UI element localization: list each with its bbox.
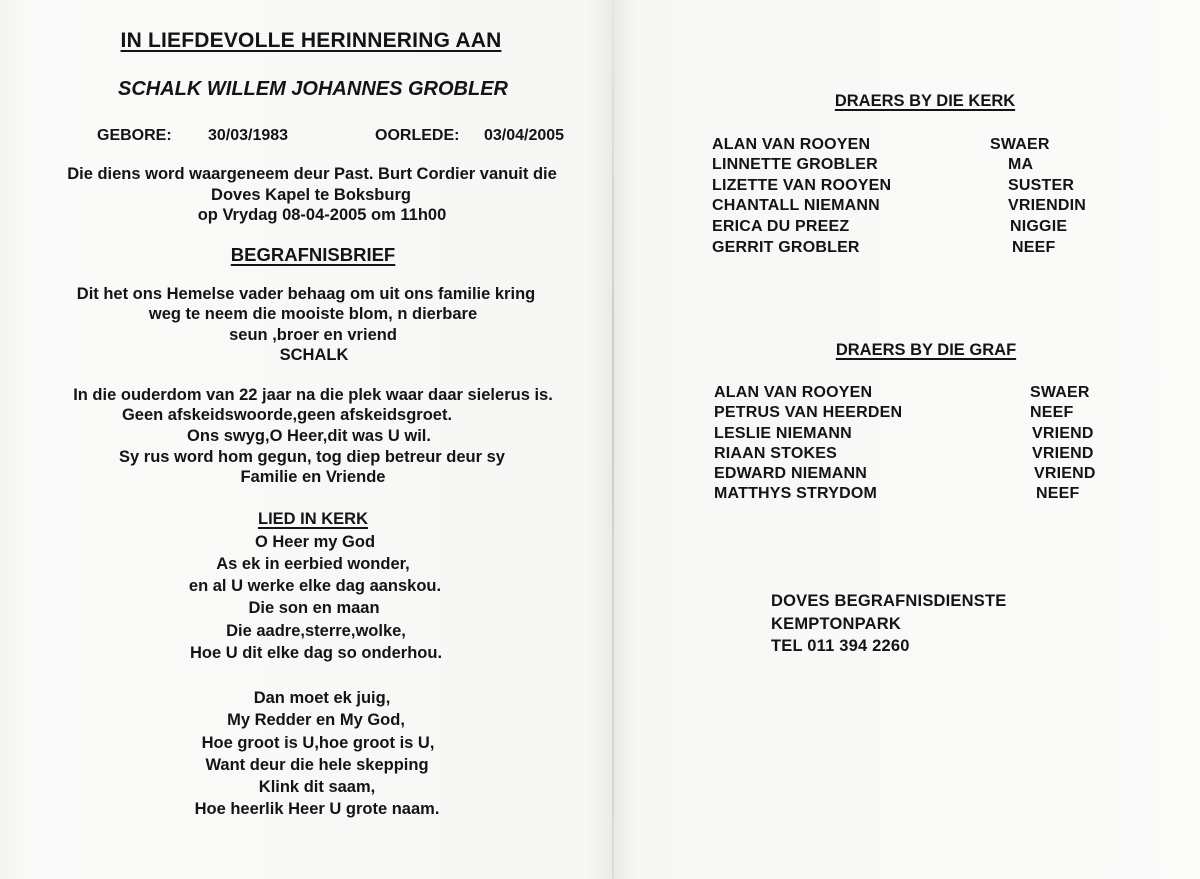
- bearer-relation: NEEF: [1012, 239, 1056, 256]
- church-bearers-heading: DRAERS BY DIE KERK: [834, 92, 1016, 110]
- hymn-line: Hoe U dit elke dag so onderhou.: [189, 644, 443, 662]
- hymn-line: My Redder en My God,: [227, 711, 405, 729]
- page-fold: [612, 0, 614, 879]
- letter-line: SCHALK: [279, 346, 349, 364]
- bearer-relation: SWAER: [990, 136, 1050, 153]
- bearer-name: ALAN VAN ROOYEN: [714, 384, 873, 401]
- born-label: GEBORE:: [97, 127, 172, 144]
- service-line: Doves Kapel te Boksburg: [211, 186, 411, 204]
- undertaker-line: TEL 011 394 2260: [771, 637, 910, 655]
- died-date: 03/04/2005: [484, 127, 565, 144]
- bearer-relation: VRIEND: [1032, 425, 1094, 442]
- hymn-line: Hoe heerlik Heer U grote naam.: [194, 800, 440, 818]
- bearer-relation: NIGGIE: [1010, 218, 1068, 235]
- hymn-line: As ek in eerbied wonder,: [216, 555, 410, 573]
- hymn-line: Hoe groot is U,hoe groot is U,: [201, 734, 435, 752]
- hymn-line: O Heer my God: [254, 533, 376, 551]
- deceased-name: SCHALK WILLEM JOHANNES GROBLER: [118, 78, 508, 100]
- letter-line: In die ouderdom van 22 jaar na die plek waar daar sielerus is.: [73, 386, 553, 404]
- undertaker-line: KEMPTONPARK: [771, 615, 901, 633]
- hymn-line: Dan moet ek juig,: [253, 689, 391, 707]
- bearer-name: CHANTALL NIEMANN: [712, 197, 880, 214]
- born-date: 30/03/1983: [208, 127, 289, 144]
- bearer-relation: VRIENDIN: [1008, 197, 1087, 214]
- bearer-relation: VRIEND: [1034, 465, 1096, 482]
- bearer-relation: SWAER: [1030, 384, 1090, 401]
- bearer-name: LINNETTE GROBLER: [712, 156, 878, 173]
- service-line: op Vrydag 08-04-2005 om 11h00: [197, 206, 447, 224]
- bearer-name: ERICA DU PREEZ: [712, 218, 850, 235]
- bearer-name: MATTHYS STRYDOM: [714, 485, 877, 502]
- letter-line: weg te neem die mooiste blom, n dierbare: [148, 305, 478, 323]
- hymn-heading: LIED IN KERK: [257, 510, 369, 528]
- bearer-name: PETRUS VAN HEERDEN: [714, 404, 903, 421]
- letter-line: Ons swyg,O Heer,dit was U wil.: [187, 427, 431, 445]
- bearer-relation: VRIEND: [1032, 445, 1094, 462]
- hymn-line: Want deur die hele skepping: [205, 756, 429, 774]
- letter-line: seun ,broer en vriend: [229, 326, 397, 344]
- bearer-name: LESLIE NIEMANN: [714, 425, 852, 442]
- letter-line: Dit het ons Hemelse vader behaag om uit ons familie kring: [76, 285, 536, 303]
- bearer-relation: NEEF: [1030, 404, 1074, 421]
- grave-bearers-heading: DRAERS BY DIE GRAF: [835, 341, 1017, 359]
- bearer-name: LIZETTE VAN ROOYEN: [712, 177, 892, 194]
- service-line: Die diens word waargeneem deur Past. Burt Cordier vanuit die: [67, 165, 557, 183]
- hymn-line: Klink dit saam,: [258, 778, 376, 796]
- bearer-relation: MA: [1008, 156, 1034, 173]
- bearer-relation: SUSTER: [1008, 177, 1075, 194]
- bearer-relation: NEEF: [1036, 485, 1080, 502]
- memorial-title: IN LIEFDEVOLLE HERINNERING AAN: [120, 29, 502, 52]
- letter-line: Familie en Vriende: [240, 468, 386, 486]
- bearer-name: RIAAN STOKES: [714, 445, 838, 462]
- bearer-name: EDWARD NIEMANN: [714, 465, 868, 482]
- letter-heading: BEGRAFNISBRIEF: [230, 244, 396, 265]
- bearer-name: ALAN VAN ROOYEN: [712, 136, 871, 153]
- letter-line: Sy rus word hom gegun, tog diep betreur deur sy: [119, 448, 505, 466]
- died-label: OORLEDE:: [375, 127, 460, 144]
- letter-line: Geen afskeidswoorde,geen afskeidsgroet.: [121, 406, 453, 424]
- bearer-name: GERRIT GROBLER: [712, 239, 860, 256]
- hymn-line: Die aadre,sterre,wolke,: [226, 622, 406, 640]
- hymn-line: en al U werke elke dag aanskou.: [188, 577, 442, 595]
- hymn-line: Die son en maan: [248, 599, 380, 617]
- undertaker-line: DOVES BEGRAFNISDIENSTE: [771, 592, 1007, 610]
